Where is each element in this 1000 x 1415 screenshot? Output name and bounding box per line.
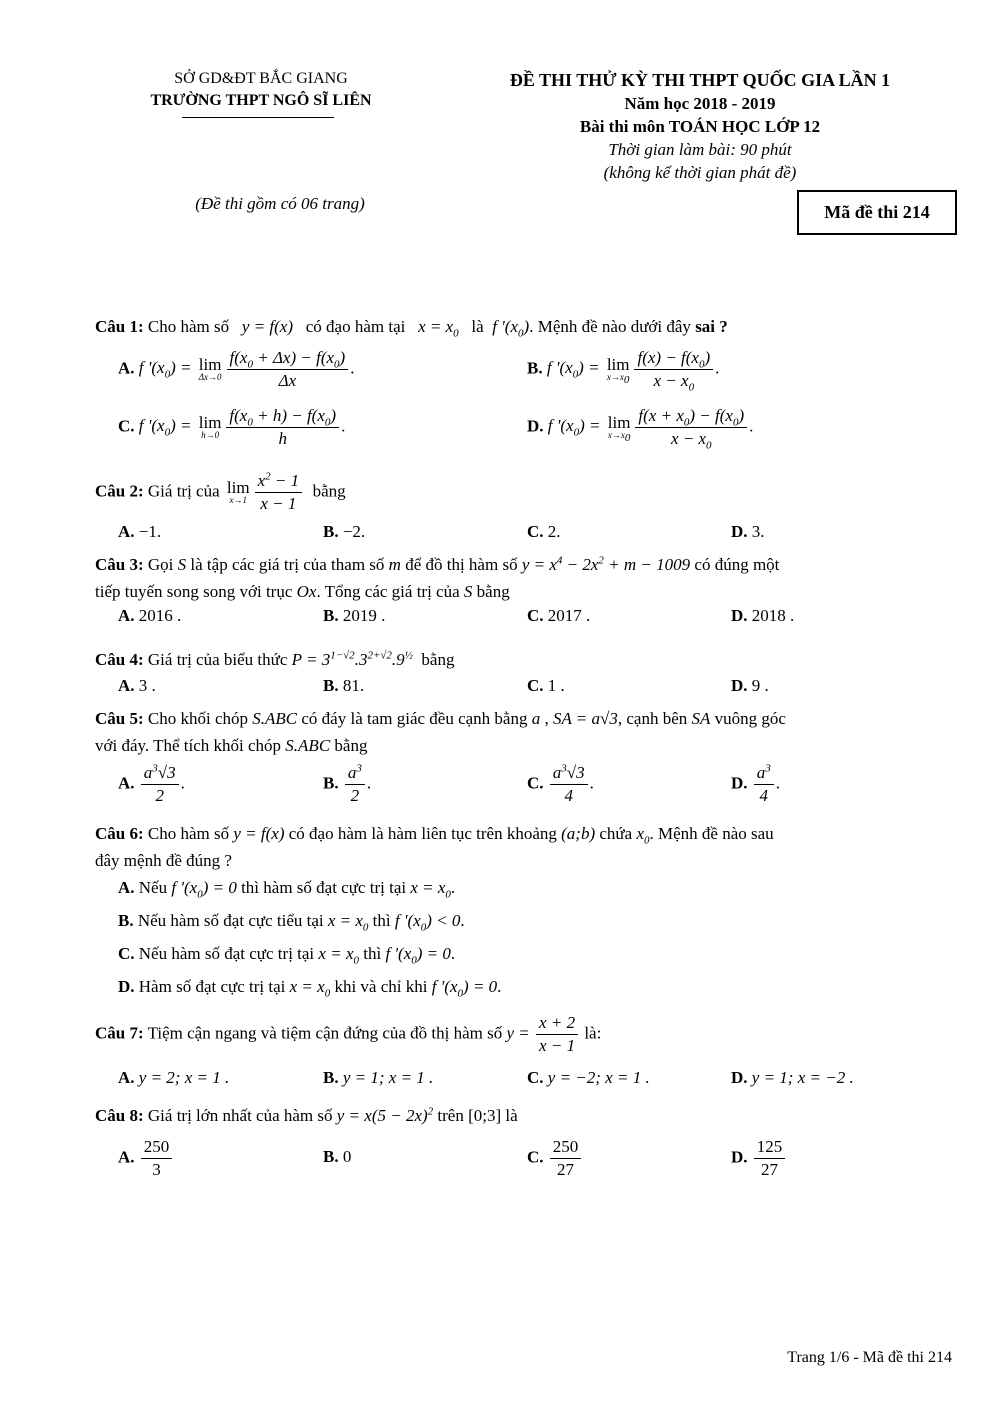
page-footer: Trang 1/6 - Mã đề thi 214 — [787, 1349, 952, 1366]
question-8: Câu 8: Giá trị lớn nhất của hàm số $y = x(5 - 2x)^2$ trên [0;3] là — [95, 1105, 518, 1125]
school-year: Năm học 2018 - 2019 — [624, 94, 776, 113]
q1-option-c[interactable]: C. f '$(x_0) = \lim$ h→0 $\frac{f(x_0 + h) - f(x_0)}{h}$ . — [118, 406, 346, 448]
exam-code-box: Mã đề thi 214 — [797, 190, 957, 235]
q6-option-c[interactable]: C. Nếu hàm số đạt cực trị tại $x = x_0$ thì f '$(x_0) = 0$. — [118, 944, 456, 967]
q5-option-a[interactable]: A. $\frac{a^3√3}{2}$ . — [118, 762, 185, 805]
question-3: Câu 3: Gọi S là tập các giá trị của tham số m để đồ thị hàm số $y = x^4 - 2x^2 + m - 1009$ có đúng một tiếp tuyến song song với trục Ox. Tổng các giá trị của S bằng — [95, 554, 780, 601]
question-2: Câu 2: Giá trị của lim x→1 $\frac{x^2 - 1}{x - 1}$ bằng — [95, 470, 346, 513]
question-1: Câu 1: Cho hàm số y = f(x) có đạo hàm tại $x = x_0$ là f '$(x_0)$. Mệnh đề nào dưới đây sai ? — [95, 317, 728, 340]
school-name: TRƯỜNG THPT NGÔ SĨ LIÊN — [150, 92, 372, 109]
q8-option-c[interactable]: C. $\frac{250}{27}$ — [527, 1136, 583, 1181]
q2-option-a[interactable]: A. −1. — [118, 522, 162, 541]
question-7: Câu 7: Tiệm cận ngang và tiệm cận đứng của đồ thị hàm số y = $\frac{x + 2}{x - 1}$ là: — [95, 1013, 602, 1055]
q8-option-b[interactable]: B. 0 — [323, 1147, 352, 1166]
q8-option-d[interactable]: D. $\frac{125}{27}$ — [731, 1136, 787, 1181]
exam-title: ĐỀ THI THỬ KỲ THI THPT QUỐC GIA LẦN 1 — [509, 70, 891, 90]
q3-option-b[interactable]: B. 2019 . — [323, 606, 386, 625]
q1-option-a[interactable]: A. f '$(x_0) = \lim$ Δx→0 $\frac{f(x_0 + \Delta x) - f(x_0)}{\Delta x}$ . — [118, 348, 355, 390]
subject-title: Bài thi môn TOÁN HỌC LỚP 12 — [579, 117, 821, 136]
question-text: là — [471, 317, 484, 336]
q4-option-c[interactable]: C. 1 . — [527, 676, 565, 695]
q6-option-a[interactable]: A. Nếu f '$(x_0) = 0$ thì hàm số đạt cực trị tại $x = x_0$. — [118, 878, 456, 901]
q6-option-b[interactable]: B. Nếu hàm số đạt cực tiểu tại $x = x_0$ thì f '$(x_0) < 0$. — [118, 911, 465, 934]
exam-duration: Thời gian làm bài: 90 phút — [608, 140, 792, 159]
q2-option-c[interactable]: C. 2. — [527, 522, 561, 541]
q2-option-b[interactable]: B. −2. — [323, 522, 366, 541]
q3-option-a[interactable]: A. 2016 . — [118, 606, 182, 625]
q7-option-d[interactable]: D. y = 1; x = −2 . — [731, 1068, 854, 1087]
duration-note: (không kể thời gian phát đề) — [603, 163, 797, 182]
question-4: Câu 4: Giá trị của biểu thức $P = 3^{1-√2}.3^{2+√2}.9^{\frac{1}{2}}$ bằng — [95, 649, 455, 669]
q1-option-b[interactable]: B. f '$(x_0) = \lim$ $x\to x_0$ $\frac{f(x) - f(x_0)}{x - x_0}$ . — [527, 348, 720, 394]
question-6: Câu 6: Cho hàm số y = f(x) có đạo hàm là hàm liên tục trên khoảng (a;b) chứa $x_0$. Mệnh đề nào sau đây mệnh đề đúng ? — [95, 824, 774, 870]
q8-option-a[interactable]: A. $\frac{250}{3}$ — [118, 1136, 174, 1181]
q4-option-d[interactable]: D. 9 . — [731, 676, 769, 695]
q3-option-c[interactable]: C. 2017 . — [527, 606, 591, 625]
q7-option-b[interactable]: B. y = 1; x = 1 . — [323, 1068, 434, 1087]
q7-option-a[interactable]: A. y = 2; x = 1 . — [118, 1068, 230, 1087]
page-count-note: (Đề thi gồm có 06 trang) — [195, 194, 365, 213]
q2-option-d[interactable]: D. 3. — [731, 522, 765, 541]
question-text-bold: sai ? — [695, 317, 728, 336]
q5-option-d[interactable]: D. $\frac{a^3}{4}$ . — [731, 762, 781, 805]
q5-option-b[interactable]: B. $\frac{a^3}{2}$ . — [323, 762, 372, 805]
question-text: Cho hàm số — [147, 317, 230, 336]
school-underline — [182, 117, 334, 118]
q6-option-d[interactable]: D. Hàm số đạt cực trị tại $x = x_0$ khi và chỉ khi f '$(x_0) = 0$. — [118, 977, 502, 1000]
q1-option-d[interactable]: D. f '$(x_0) = \lim$ $x\to x_0$ $\frac{f(x + x_0) - f(x_0)}{x - x_0}$ . — [527, 406, 754, 452]
department-name: SỞ GD&ĐT BẮC GIANG — [174, 70, 348, 87]
question-label: Câu 1: — [95, 317, 144, 336]
q7-option-c[interactable]: C. y = −2; x = 1 . — [527, 1068, 650, 1087]
q4-option-b[interactable]: B. 81. — [323, 676, 365, 695]
question-5: Câu 5: Cho khối chóp S.ABC có đáy là tam giác đều cạnh bằng a , SA = a√3, cạnh bên SA vuông góc với đáy. Thể tích khối chóp S.ABC bằng — [95, 709, 786, 755]
q5-option-c[interactable]: C. $\frac{a^3√3}{4}$ . — [527, 762, 594, 805]
q3-option-d[interactable]: D. 2018 . — [731, 606, 795, 625]
q4-option-a[interactable]: A. 3 . — [118, 676, 156, 695]
question-text: có đạo hàm tại — [305, 317, 406, 336]
question-text: . Mệnh đề nào dưới đây — [529, 317, 691, 336]
